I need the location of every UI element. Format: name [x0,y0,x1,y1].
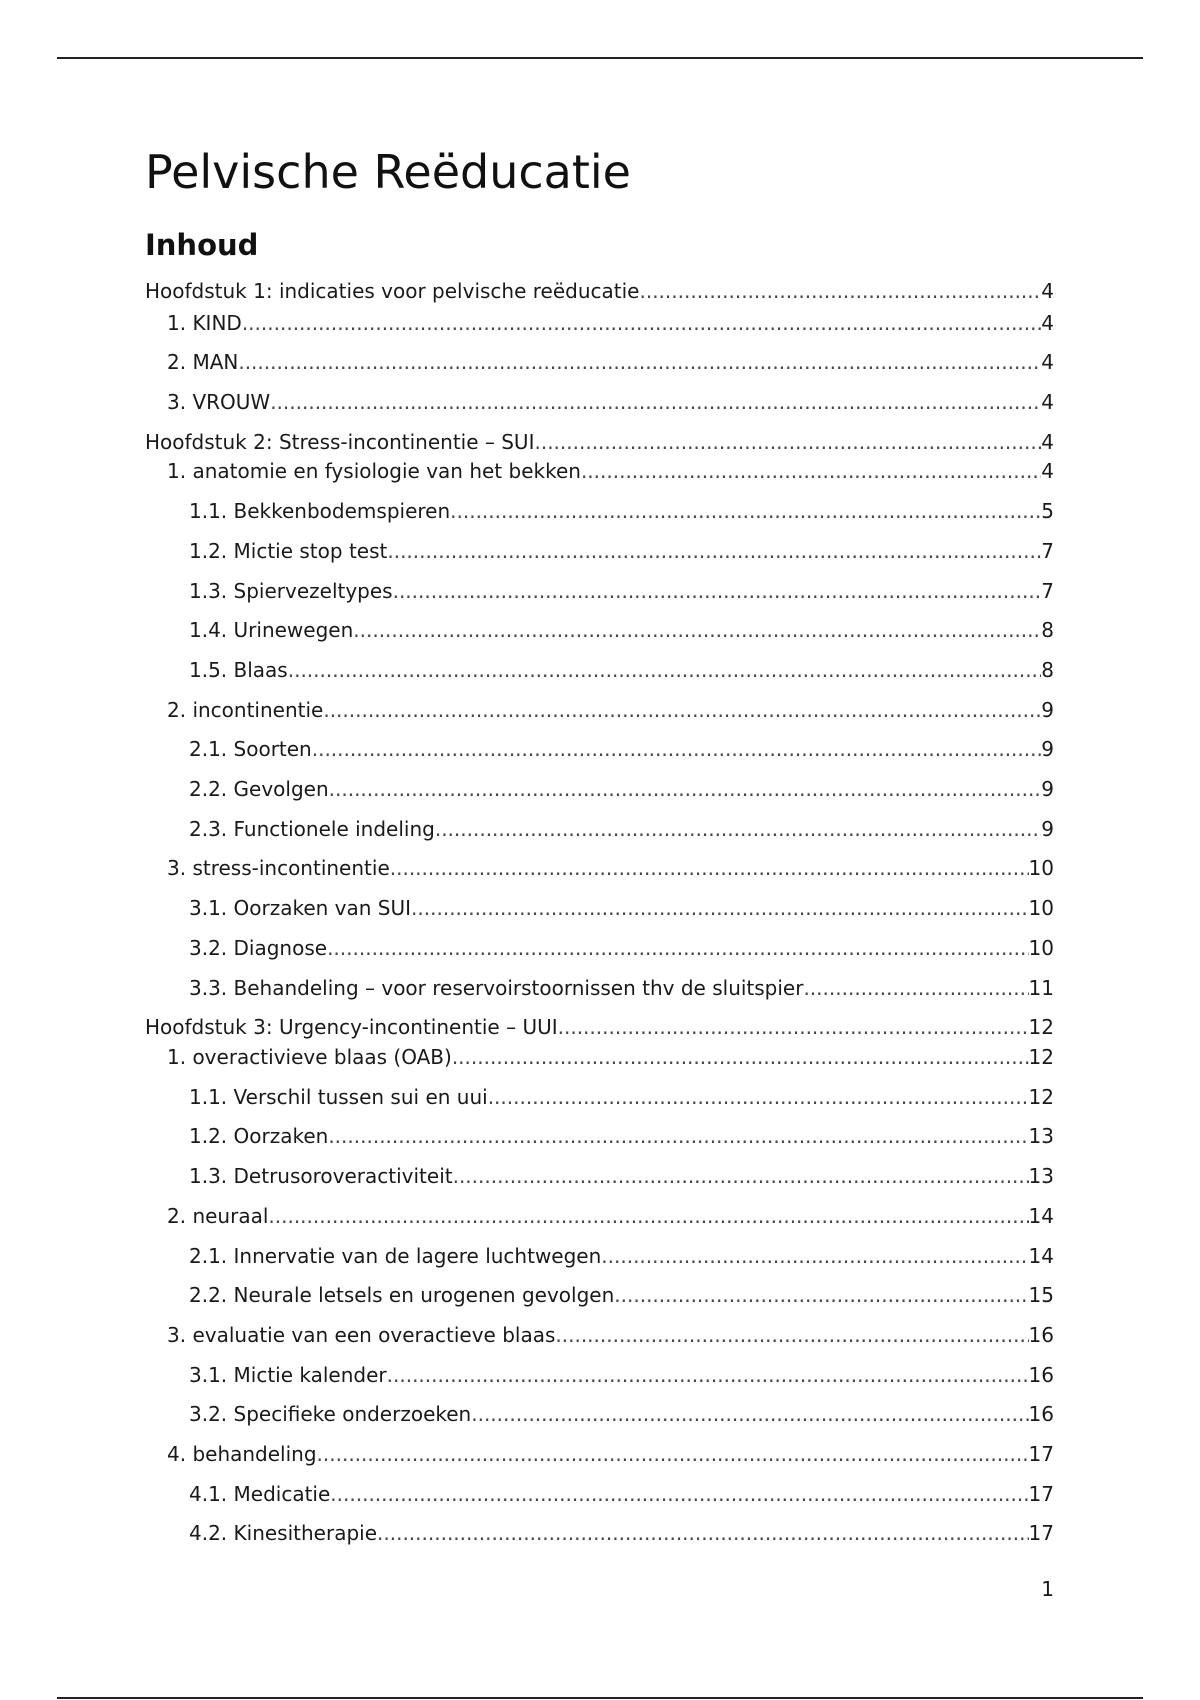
toc-entry[interactable] [189,775,1054,803]
toc-entry-label: 1. KIND [167,311,242,335]
toc-entry-label: 2.1. Innervatie van de lagere luchtwegen [189,1244,602,1268]
toc-entry-label: 2.2. Gevolgen [189,777,329,801]
toc-entry[interactable] [189,1519,1054,1547]
toc-entry[interactable] [167,1321,1054,1349]
toc-leader [238,348,1041,376]
toc-entry-page: 14 [1028,1204,1054,1228]
toc-leader [387,537,1041,565]
toc-entry-page: 9 [1041,698,1054,722]
toc-leader [393,577,1042,605]
page-title: Pelvische Reëducatie [145,145,631,199]
toc-entry-label: 2.1. Soorten [189,737,312,761]
toc-leader [534,428,1041,456]
toc-entry[interactable] [167,1202,1054,1230]
toc-entry[interactable] [167,696,1054,724]
toc-entry-page: 13 [1028,1124,1054,1148]
toc-entry-page: 12 [1028,1085,1054,1109]
toc-leader [323,696,1041,724]
toc-entry-page: 4 [1041,430,1054,454]
toc-leader [558,1013,1029,1041]
toc-entry-label: 4.2. Kinesitherapie [189,1521,378,1545]
toc-entry[interactable] [167,1043,1054,1071]
toc-entry-page: 13 [1028,1164,1054,1188]
toc-entry-label: 4.1. Medicatie [189,1482,331,1506]
toc-leader [288,656,1042,684]
toc-entry-label: 3.2. Specifieke onderzoeken [189,1402,472,1426]
toc-entry[interactable] [189,1281,1054,1309]
toc-entry-page: 16 [1028,1402,1054,1426]
toc-entry-label: 3.1. Oorzaken van SUI [189,896,412,920]
toc-entry[interactable] [167,309,1054,337]
toc-entry[interactable] [189,974,1054,1002]
toc-entry[interactable] [189,656,1054,684]
toc-entry-label: 1.2. Oorzaken [189,1124,329,1148]
toc-entry-label: 1. anatomie en fysiologie van het bekken [167,459,581,483]
toc-entry[interactable] [189,1480,1054,1508]
toc-entry-label: 2. MAN [167,350,239,374]
toc-entry-page: 9 [1041,777,1054,801]
toc-entry[interactable] [189,735,1054,763]
toc-entry-label: 1.2. Mictie stop test [189,539,388,563]
toc-entry-page: 17 [1028,1521,1054,1545]
toc-entry[interactable] [189,1361,1054,1389]
toc-entry-page: 12 [1028,1045,1054,1069]
toc-entry[interactable] [189,1242,1054,1270]
toc-entry[interactable] [189,616,1054,644]
toc-leader [803,974,1028,1002]
toc-entry[interactable] [167,388,1054,416]
toc-entry-label: 1.1. Bekkenbodemspieren [189,499,451,523]
toc-leader [317,1440,1029,1468]
toc-leader [329,775,1042,803]
toc-entry[interactable] [167,854,1054,882]
toc-entry-page: 4 [1041,390,1054,414]
toc-entry[interactable] [189,894,1054,922]
toc-entry-label: 3.3. Behandeling – voor reservoirstoornissen thv de sluitspier [189,976,804,1000]
toc-entry[interactable] [167,1440,1054,1468]
page-number: 1 [1041,1577,1054,1601]
toc-entry[interactable] [189,934,1054,962]
toc-entry-page: 7 [1041,539,1054,563]
toc-heading: Inhoud [145,228,259,262]
toc-leader [488,1083,1029,1111]
toc-leader [555,1321,1028,1349]
toc-leader [639,277,1041,305]
toc-leader [411,894,1029,922]
toc-entry-label: 3.1. Mictie kalender [189,1363,387,1387]
toc-leader [330,1480,1028,1508]
toc-entry[interactable] [189,497,1054,525]
toc-entry-page: 4 [1041,350,1054,374]
toc-entry-page: 9 [1041,817,1054,841]
toc-entry-label: 3. evaluatie van een overactieve blaas [167,1323,556,1347]
toc-entry-label: Hoofdstuk 3: Urgency-incontinentie – UUI [145,1015,558,1039]
toc-entry-label: 4. behandeling [167,1442,317,1466]
toc-entry-page: 4 [1041,459,1054,483]
toc-entry-label: 2. neuraal [167,1204,269,1228]
toc-entry[interactable] [189,1400,1054,1428]
toc-entry-page: 10 [1028,936,1054,960]
toc-entry-page: 16 [1028,1323,1054,1347]
toc-entry[interactable] [189,1122,1054,1150]
toc-entry[interactable] [189,1083,1054,1111]
toc-leader [435,815,1041,843]
toc-entry-page: 16 [1028,1363,1054,1387]
toc-entry-label: 1.1. Verschil tussen sui en uui [189,1085,488,1109]
toc-leader [471,1400,1028,1428]
toc-leader [601,1242,1028,1270]
toc-entry-label: 3. VROUW [167,390,271,414]
toc-entry-page: 8 [1041,658,1054,682]
toc-entry-label: 1.3. Detrusoroveractiviteit [189,1164,453,1188]
toc-leader [312,735,1042,763]
toc-entry-page: 7 [1041,579,1054,603]
toc-entry-label: 1.5. Blaas [189,658,288,682]
toc-leader [328,1122,1028,1150]
toc-entry-page: 9 [1041,737,1054,761]
toc-entry-label: 2. incontinentie [167,698,324,722]
toc-leader [390,854,1029,882]
toc-entry[interactable] [189,537,1054,565]
toc-entry-page: 5 [1041,499,1054,523]
toc-entry-page: 4 [1041,279,1054,303]
toc-entry[interactable] [189,1162,1054,1190]
toc-entry-label: 2.2. Neurale letsels en urogenen gevolgen [189,1283,615,1307]
toc-leader [450,497,1041,525]
toc-entry[interactable] [189,815,1054,843]
toc-entry-label: Hoofdstuk 2: Stress-incontinentie – SUI [145,430,535,454]
toc-leader [377,1519,1029,1547]
toc-entry[interactable] [167,457,1054,485]
toc-leader [270,388,1041,416]
toc-entry-page: 14 [1028,1244,1054,1268]
toc-entry-page: 12 [1028,1015,1054,1039]
toc-leader [268,1202,1028,1230]
toc-entry-label: Hoofdstuk 1: indicaties voor pelvische reëducatie [145,279,640,303]
toc-entry-page: 15 [1028,1283,1054,1307]
toc-leader [387,1361,1029,1389]
toc-leader [452,1043,1029,1071]
toc-leader [614,1281,1028,1309]
toc-leader [327,934,1028,962]
toc-leader [242,309,1041,337]
toc-entry-page: 17 [1028,1442,1054,1466]
toc-entry-label: 1.4. Urinewegen [189,618,354,642]
toc-entry-label: 1. overactivieve blaas (OAB) [167,1045,452,1069]
toc-entry[interactable] [189,577,1054,605]
toc-entry-hoofdstuk-3[interactable] [145,1013,1054,1041]
toc-entry-page: 8 [1041,618,1054,642]
bottom-rule [57,1697,1143,1699]
toc-entry-page: 17 [1028,1482,1054,1506]
toc-entry-page: 10 [1028,896,1054,920]
toc-entry-label: 3. stress-incontinentie [167,856,390,880]
toc-entry-label: 1.3. Spiervezeltypes [189,579,393,603]
toc-entry-hoofdstuk-1[interactable] [145,277,1054,305]
toc-entry-page: 10 [1028,856,1054,880]
toc-leader [353,616,1041,644]
toc-leader [453,1162,1029,1190]
toc-leader [581,457,1041,485]
toc-entry-page: 11 [1028,976,1054,1000]
toc-entry-label: 2.3. Functionele indeling [189,817,435,841]
toc-entry-label: 3.2. Diagnose [189,936,328,960]
toc-entry[interactable] [167,348,1054,376]
toc-entry-hoofdstuk-2[interactable] [145,428,1054,456]
toc-entry-page: 4 [1041,311,1054,335]
